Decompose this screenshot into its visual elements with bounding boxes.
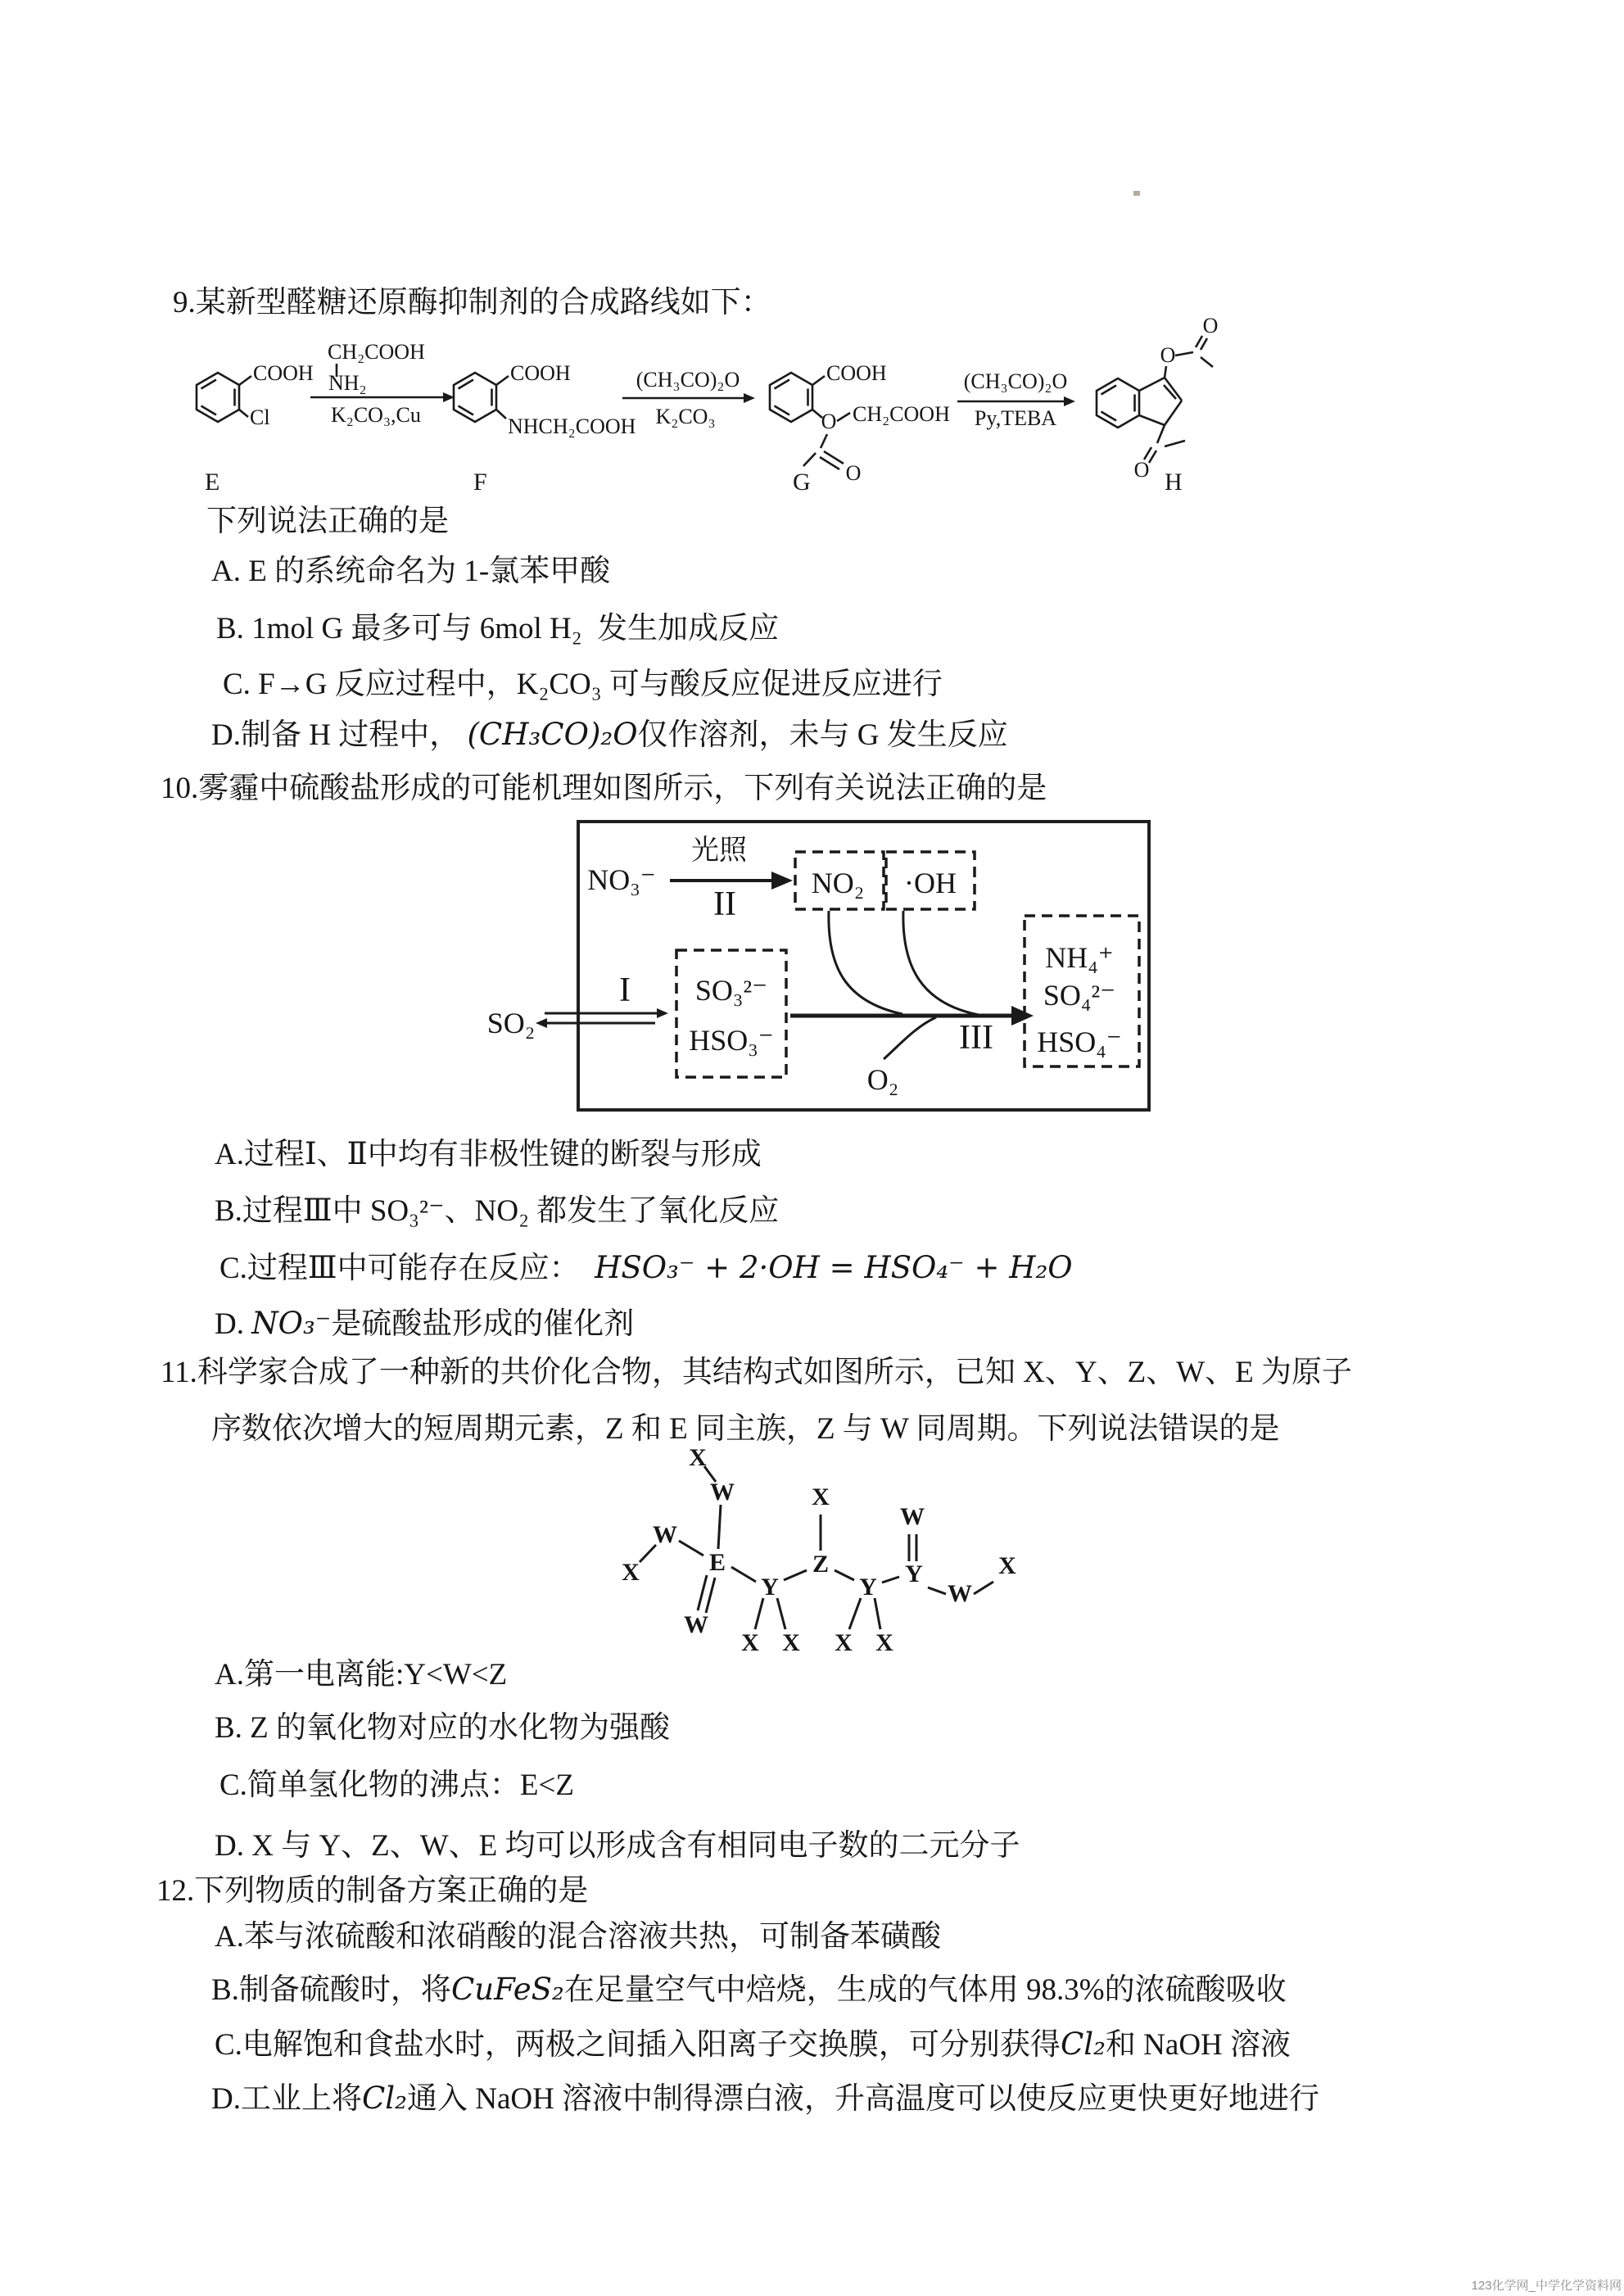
scheme-arrow-3: [957, 369, 1075, 430]
so2-label: SO₂: [486, 1007, 536, 1039]
atom-w-double-e: W: [684, 1611, 708, 1638]
q9-option-b: B. 1mol G 最多可与 6mol H₂ 发生加成反应: [216, 612, 780, 645]
q10-title-text: 雾霾中硫酸盐形成的可能机理如图所示，下列有关说法正确的是: [198, 772, 1047, 805]
e-label: E: [205, 469, 220, 496]
q12-title: [156, 1874, 588, 1909]
compound-g: [770, 361, 950, 496]
so3-label: SO₃²⁻: [694, 974, 768, 1007]
f-label: F: [473, 469, 487, 496]
scheme-arrow-2: [622, 368, 755, 428]
nh4-label: NH₄⁺: [1045, 941, 1114, 974]
reagent-aceticanhydride-2: (CH₃CO)₂O: [963, 369, 1068, 393]
reagent-glycine-nh2: NH₂: [328, 371, 367, 395]
atom-x-y2b: X: [875, 1629, 893, 1656]
h-ester-carbonyl-o-label: O: [1202, 314, 1219, 337]
q12-option-c: C.电解饱和食盐水时，两极之间插入阳离子交换膜，可分别获得Cl₂和 NaOH 溶液: [215, 2027, 1292, 2062]
q10-mechanism-diagram: [442, 807, 1179, 1126]
oh-radical-label: ·OH: [904, 867, 957, 899]
reagent-k2co3: K₂CO₃: [655, 405, 716, 428]
so4-label: SO₄²⁻: [1043, 979, 1116, 1012]
atom-w-left: W: [653, 1521, 677, 1548]
scheme-arrow-1: [310, 340, 455, 427]
q11-number: 11.: [161, 1356, 197, 1389]
atom-y3: Y: [905, 1560, 923, 1587]
atom-w-right: W: [948, 1580, 972, 1607]
arrowhead-icon: [744, 393, 755, 403]
compound-e: [197, 361, 314, 496]
atom-x-top: X: [689, 1444, 707, 1471]
q9-title-text: 某新型醛糖还原酶抑制剂的合成路线如下：: [195, 286, 771, 319]
q11-title-text1: 科学家合成了一种新的共价化合物，其结构式如图所示，已知 X、Y、Z、W、E 为原子: [197, 1356, 1352, 1389]
g-carbonyl-o-label: O: [845, 461, 862, 485]
no2-curve: [829, 911, 902, 1014]
q11-option-c: C.简单氢化物的沸点：E<Z: [219, 1768, 574, 1802]
atom-w-top: W: [710, 1479, 735, 1506]
atom-y1: Y: [761, 1574, 779, 1601]
q10-option-a: A.过程Ⅰ、Ⅱ中均有非极性键的断裂与形成: [215, 1138, 762, 1171]
q9-stem: 下列说法正确的是: [206, 505, 449, 538]
sulfite-dashed-box: [676, 950, 786, 1077]
q10-option-d: D. NO₃⁻是硫酸盐形成的催化剂: [215, 1306, 635, 1341]
q10-option-b: B.过程Ⅲ中 SO₃²⁻、NO₂ 都发生了氧化反应: [215, 1194, 780, 1228]
g-label: G: [793, 469, 811, 496]
q9-reaction-scheme: [164, 314, 1278, 512]
atom-e: E: [708, 1549, 726, 1576]
q11-title-line2: 序数依次增大的短周期元素，Z 和 E 同主族，Z 与 W 同周期。下列说法错误的是: [211, 1412, 1280, 1446]
q11-option-d: D. X 与 Y、Z、W、E 均可以形成含有相同电子数的二元分子: [215, 1829, 1020, 1863]
q9-number: 9.: [173, 286, 196, 319]
no2-label: NO₂: [811, 867, 865, 899]
q11-structure-diagram: [606, 1433, 1032, 1671]
q9-option-a: A. E 的系统命名为 1-氯苯甲酸: [211, 555, 611, 588]
q11-option-a: A.第一电离能:Y<W<Z: [215, 1658, 508, 1691]
e-cooh-label: COOH: [253, 361, 314, 385]
q12-title-text: 下列物质的制备方案正确的是: [194, 1874, 589, 1908]
atom-w-double-y3: W: [900, 1503, 925, 1530]
process-i-label: I: [619, 971, 631, 1009]
g-ch2cooh-label: CH₂COOH: [853, 402, 950, 426]
q11-atoms: [622, 1444, 1016, 1656]
h-ketone-o-label: O: [1133, 458, 1150, 482]
g-cooh-label: COOH: [826, 361, 887, 385]
no3-ion-label: NO₃⁻: [587, 863, 656, 896]
arrowhead-icon: [771, 872, 793, 890]
atom-x-y1a: X: [741, 1629, 759, 1656]
q10-title: [161, 772, 1047, 807]
q9-option-c: C. F→G 反应过程中，K₂CO₃ 可与酸反应促进反应进行: [223, 668, 943, 701]
arrowhead-icon: [1064, 396, 1075, 406]
e-cl-label: Cl: [250, 405, 270, 429]
arrowhead-icon: [657, 1008, 668, 1018]
atom-y2: Y: [859, 1574, 877, 1601]
q9-title: [173, 286, 771, 321]
atom-z: Z: [812, 1551, 830, 1578]
oh-curve: [903, 911, 979, 1015]
reagent-aceticanhydride-1: (CH₃CO)₂O: [636, 368, 740, 392]
f-nhch2cooh-label: NHCH₂COOH: [508, 414, 636, 438]
hso4-label: HSO₄⁻: [1037, 1026, 1122, 1058]
light-label: 光照: [691, 836, 747, 866]
process-ii-label: II: [713, 885, 736, 923]
compound-f: [454, 361, 636, 496]
q11-option-b: B. Z 的氧化物对应的水化物为强酸: [215, 1711, 671, 1745]
q12-option-a: A.苯与浓硫酸和浓硝酸的混合溶液共热，可制备苯磺酸: [215, 1920, 941, 1954]
arrowhead-icon: [1011, 1006, 1034, 1026]
footer-watermark: 123化学网_中学化学资料网: [1471, 2279, 1622, 2293]
atom-x-right: X: [998, 1552, 1016, 1579]
atom-x-y1b: X: [782, 1629, 800, 1656]
atom-x-above-z: X: [812, 1483, 830, 1510]
atom-x-left: X: [622, 1559, 640, 1586]
f-cooh-label: COOH: [510, 361, 571, 385]
q10-number: 10.: [161, 772, 199, 805]
h-ester-o-label: O: [1160, 343, 1176, 367]
q9-option-d: D.制备 H 过程中， (CH₃CO)₂O仅作溶剂，未与 G 发生反应: [211, 717, 1008, 752]
g-o-label: O: [821, 410, 837, 433]
reagent-glycine-ch2cooh: CH₂COOH: [328, 340, 425, 364]
q12-option-b: B.制备硫酸时，将CuFeS₂在足量空气中焙烧，生成的气体用 98.3%的浓硫酸吸收: [211, 1972, 1287, 2007]
compound-h: [1097, 314, 1218, 496]
atom-x-y2a: X: [835, 1629, 853, 1656]
scan-artifact-dot: [1133, 191, 1140, 196]
process-iii-label: III: [959, 1019, 993, 1057]
o2-curve: [884, 1017, 936, 1059]
q12-number: 12.: [156, 1874, 195, 1908]
hso3-label: HSO₃⁻: [689, 1024, 774, 1057]
arrowhead-icon: [536, 1018, 547, 1028]
q12-option-d: D.工业上将Cl₂通入 NaOH 溶液中制得漂白液，升高温度可以使反应更快更好地进行: [211, 2081, 1320, 2116]
q10-option-c: C.过程Ⅲ中可能存在反应： HSO₃⁻ + 2·OH = HSO₄⁻ + H₂O: [219, 1250, 1073, 1285]
reagent-k2co3-cu: K₂CO₃,Cu: [331, 403, 421, 427]
q11-title-line1: [161, 1356, 1352, 1391]
o2-label: O₂: [866, 1063, 899, 1096]
h-label: H: [1165, 469, 1183, 496]
reagent-py-teba: Py,TEBA: [974, 406, 1057, 430]
